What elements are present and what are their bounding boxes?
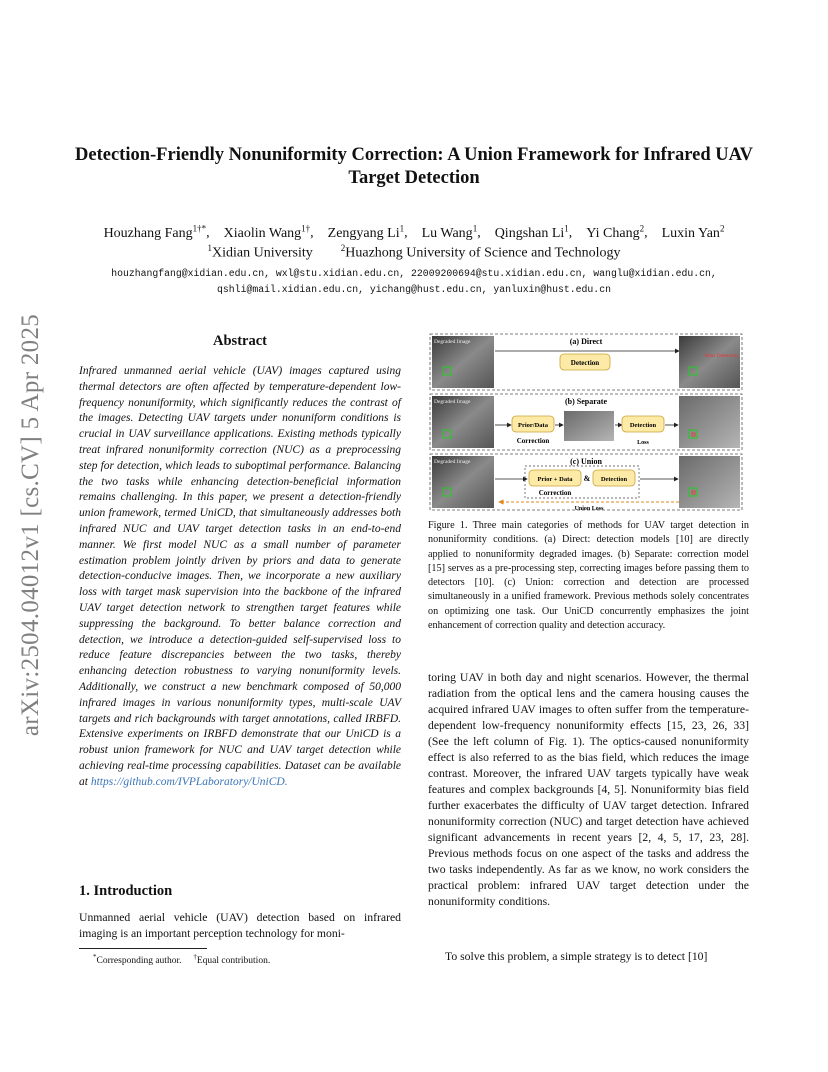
output-image-a [679, 336, 740, 388]
author-affiliation-mark: 1 [564, 223, 569, 233]
panel-c-title: (c) Union [570, 457, 602, 466]
affiliation-mark: 1 [207, 243, 213, 253]
panel-a-title: (a) Direct [569, 337, 603, 346]
author-list: Houzhang Fang$^{1\dagger*}$, Xiaolin Wang$^{1\dagger}$, Zengyang Li$^1$, Lu Wang$^1$, Qingshan Li$^1$, Yi Chang$^2$, Luxin Yan$^2$ [103, 223, 725, 241]
arxiv-identifier [13, 290, 49, 760]
intro-paragraph: Unmanned aerial vehicle (UAV) detection based on infrared imaging is an important perception technology for moni- [79, 911, 401, 940]
footnote [93, 953, 270, 966]
correction-label-c: Correction [538, 489, 572, 497]
figure-1-caption: Figure 1. Three main categories of methods for UAV target detection in nonuniformity conditions. (a) Direct: detection models [10] are directly applied to nonuniformity degraded images. (b) Separate: correction model [15] serves as a pre-processing step, correcting images before passing them to detectors [10]. (c) Union: correction and detection are processed simultaneously in a unified framework. Previous methods solely concentrates on optimizing one task. Our UniCD concurrently emphasizes the joint enhancement of correction quality and detection accuracy. [428, 520, 749, 632]
footnote-equal: Equal contribution. [196, 956, 271, 967]
loss-label-b: Loss [637, 440, 649, 446]
footnote-corresponding: Corresponding author. [96, 956, 182, 967]
degraded-image-label-b: Degraded Image [434, 399, 471, 405]
abstract-text: Infrared unmanned aerial vehicle (UAV) images captured using thermal detectors are often affected by temperature-dependent low-frequency nonuniformity, which significantly reduces the contrast of the images. Detecting UAV targets under nonuniform conditions is crucial in UAV surveillance applications. Existing methods typically treat infrared nonuniformity correction (NUC) as a preprocessing step for detection, which leads to suboptimal performance. Balancing the two tasks while enhancing detection-beneficial information remains challenging. In this paper, we present a detection-friendly union framework, termed UniCD, that simultaneously addresses both infrared NUC and UAV target detection tasks in an end-to-end manner. We first model NUC as a small number of parameter estimation problem jointly driven by priors and data to generate detection-conducive images. Then, we incorporate a new auxiliary loss with target mask supervision into the backbone of the infrared UAV target detection network to strengthen target features while suppressing the background. To better balance correction and detection, we introduce a detection-guided self-supervised loss to reduce feature discrepancies between the two tasks, thereby enhancing detection robustness to varying nonuniformity levels. Additionally, we construct a new benchmark composed of 50,000 infrared images in various nonuniformity types, multi-scale UAV targets and rich backgrounds with target annotations, called IRBFD. Extensive experiments on IRBFD demonstrate that our UniCD is a robust union framework for NUC and UAV target detection while achieving real-time processing capabilities. Dataset can be available at [79, 365, 401, 788]
ampersand-label: & [583, 474, 591, 483]
correction-label-b: Correction [516, 437, 550, 445]
arxiv-identifier-text: arXiv:2504.04012v1 [cs.CV] 5 Apr 2025 [17, 313, 44, 737]
paper-title: Detection-Friendly Nonuniformity Correction: A Union Framework for Infrared UAV Target Detection [75, 145, 753, 188]
author-name: Yi Chang$^2$ [586, 223, 645, 241]
prior-data-label: Prior/Data [518, 422, 548, 429]
corrected-image-b [564, 411, 614, 441]
emails-line-1: houzhangfang@xidian.edu.cn, wxl@stu.xidian.edu.cn, 22009200694@stu.xidian.edu.cn, wanglu@xidian.edu.cn, [111, 268, 717, 279]
section-heading-introduction: 1. Introduction [79, 883, 173, 899]
detection-label-c: Detection [600, 476, 628, 483]
author-name: Xiaolin Wang$^{1\dagger}$ [223, 223, 311, 241]
panel-direct [430, 334, 742, 390]
union-loss-label: Union Loss [574, 506, 604, 511]
abstract-body [79, 364, 401, 791]
affiliation-name: Huazhong University of Science and Technology [345, 245, 621, 261]
intro-paragraph-next: To solve this problem, a simple strategy is to detect [10] [445, 950, 708, 963]
author-affiliation-mark: 2 [639, 223, 645, 233]
footnote-dagger-mark: † [193, 953, 197, 961]
dataset-link[interactable]: https://github.com/IVPLaboratory/UniCD. [90, 775, 288, 788]
output-image-b [679, 396, 740, 448]
affiliations [60, 243, 768, 262]
author-emails [60, 266, 768, 298]
detection-label-b: Detection [629, 422, 657, 429]
panel-separate [430, 394, 742, 450]
author-name: Lu Wang$^1$ [421, 223, 478, 241]
footnote-rule [79, 948, 207, 949]
degraded-image-label-a: Degraded Image [434, 339, 471, 345]
author-affiliation-mark: 1†* [192, 223, 207, 233]
author-name: Luxin Yan$^2$ [661, 223, 725, 241]
author-affiliation-mark: 1† [301, 223, 311, 233]
miss-detection-label: Miss Detection [704, 353, 738, 359]
panel-b-title: (b) Separate [565, 397, 607, 406]
affiliation-name: Xidian University [212, 245, 313, 261]
affiliation-mark: 2 [340, 243, 346, 253]
author-name: Qingshan Li$^1$ [494, 223, 569, 241]
degraded-image-label-c: Degraded Image [434, 459, 471, 465]
panel-union [430, 454, 742, 511]
detection-label-a: Detection [570, 359, 600, 367]
author-affiliation-mark: 1 [399, 223, 405, 233]
prior-plus-data-label: Prior + Data [537, 476, 573, 483]
footnote-star-mark: * [93, 953, 97, 961]
author-affiliation-mark: 1 [472, 223, 478, 233]
abstract-heading: Abstract [213, 333, 267, 349]
author-name: Zengyang Li$^1$ [327, 223, 405, 241]
intro-paragraph-continued: toring UAV in both day and night scenarios. However, the thermal radiation from the optical lens and the camera housing causes the acquired infrared UAV images to often suffer from the temperature-dependent low-frequency nonuniformity effects [15, 23, 26, 33] (See the left column of Fig. 1). The optics-caused nonuniformity effect is also referred to as the bias field, which reduces the image contrast. Moreover, the infrared UAV targets typically have weak features and complex backgrounds [4, 5]. Nonuniformity bias field further exacerbates the difficulty of UAV target detection. Infrared nonuniformity correction (NUC) and target detection have achieved significant advancements in recent years [2, 4, 5, 17, 23, 28]. Previous methods focus on one aspect of the tasks and address the two tasks independently. As far as we know, no work considers the practical problem: infrared UAV target detection under the nonuniformity conditions. [428, 671, 749, 908]
output-image-c [679, 456, 740, 508]
author-affiliation-mark: 2 [719, 223, 725, 233]
author-name: Houzhang Fang$^{1\dagger*}$ [103, 223, 207, 241]
emails-line-2: qshli@mail.xidian.edu.cn, yichang@hust.edu.cn, yanluxin@hust.edu.cn [217, 284, 611, 295]
figure-1-diagram [429, 333, 743, 511]
